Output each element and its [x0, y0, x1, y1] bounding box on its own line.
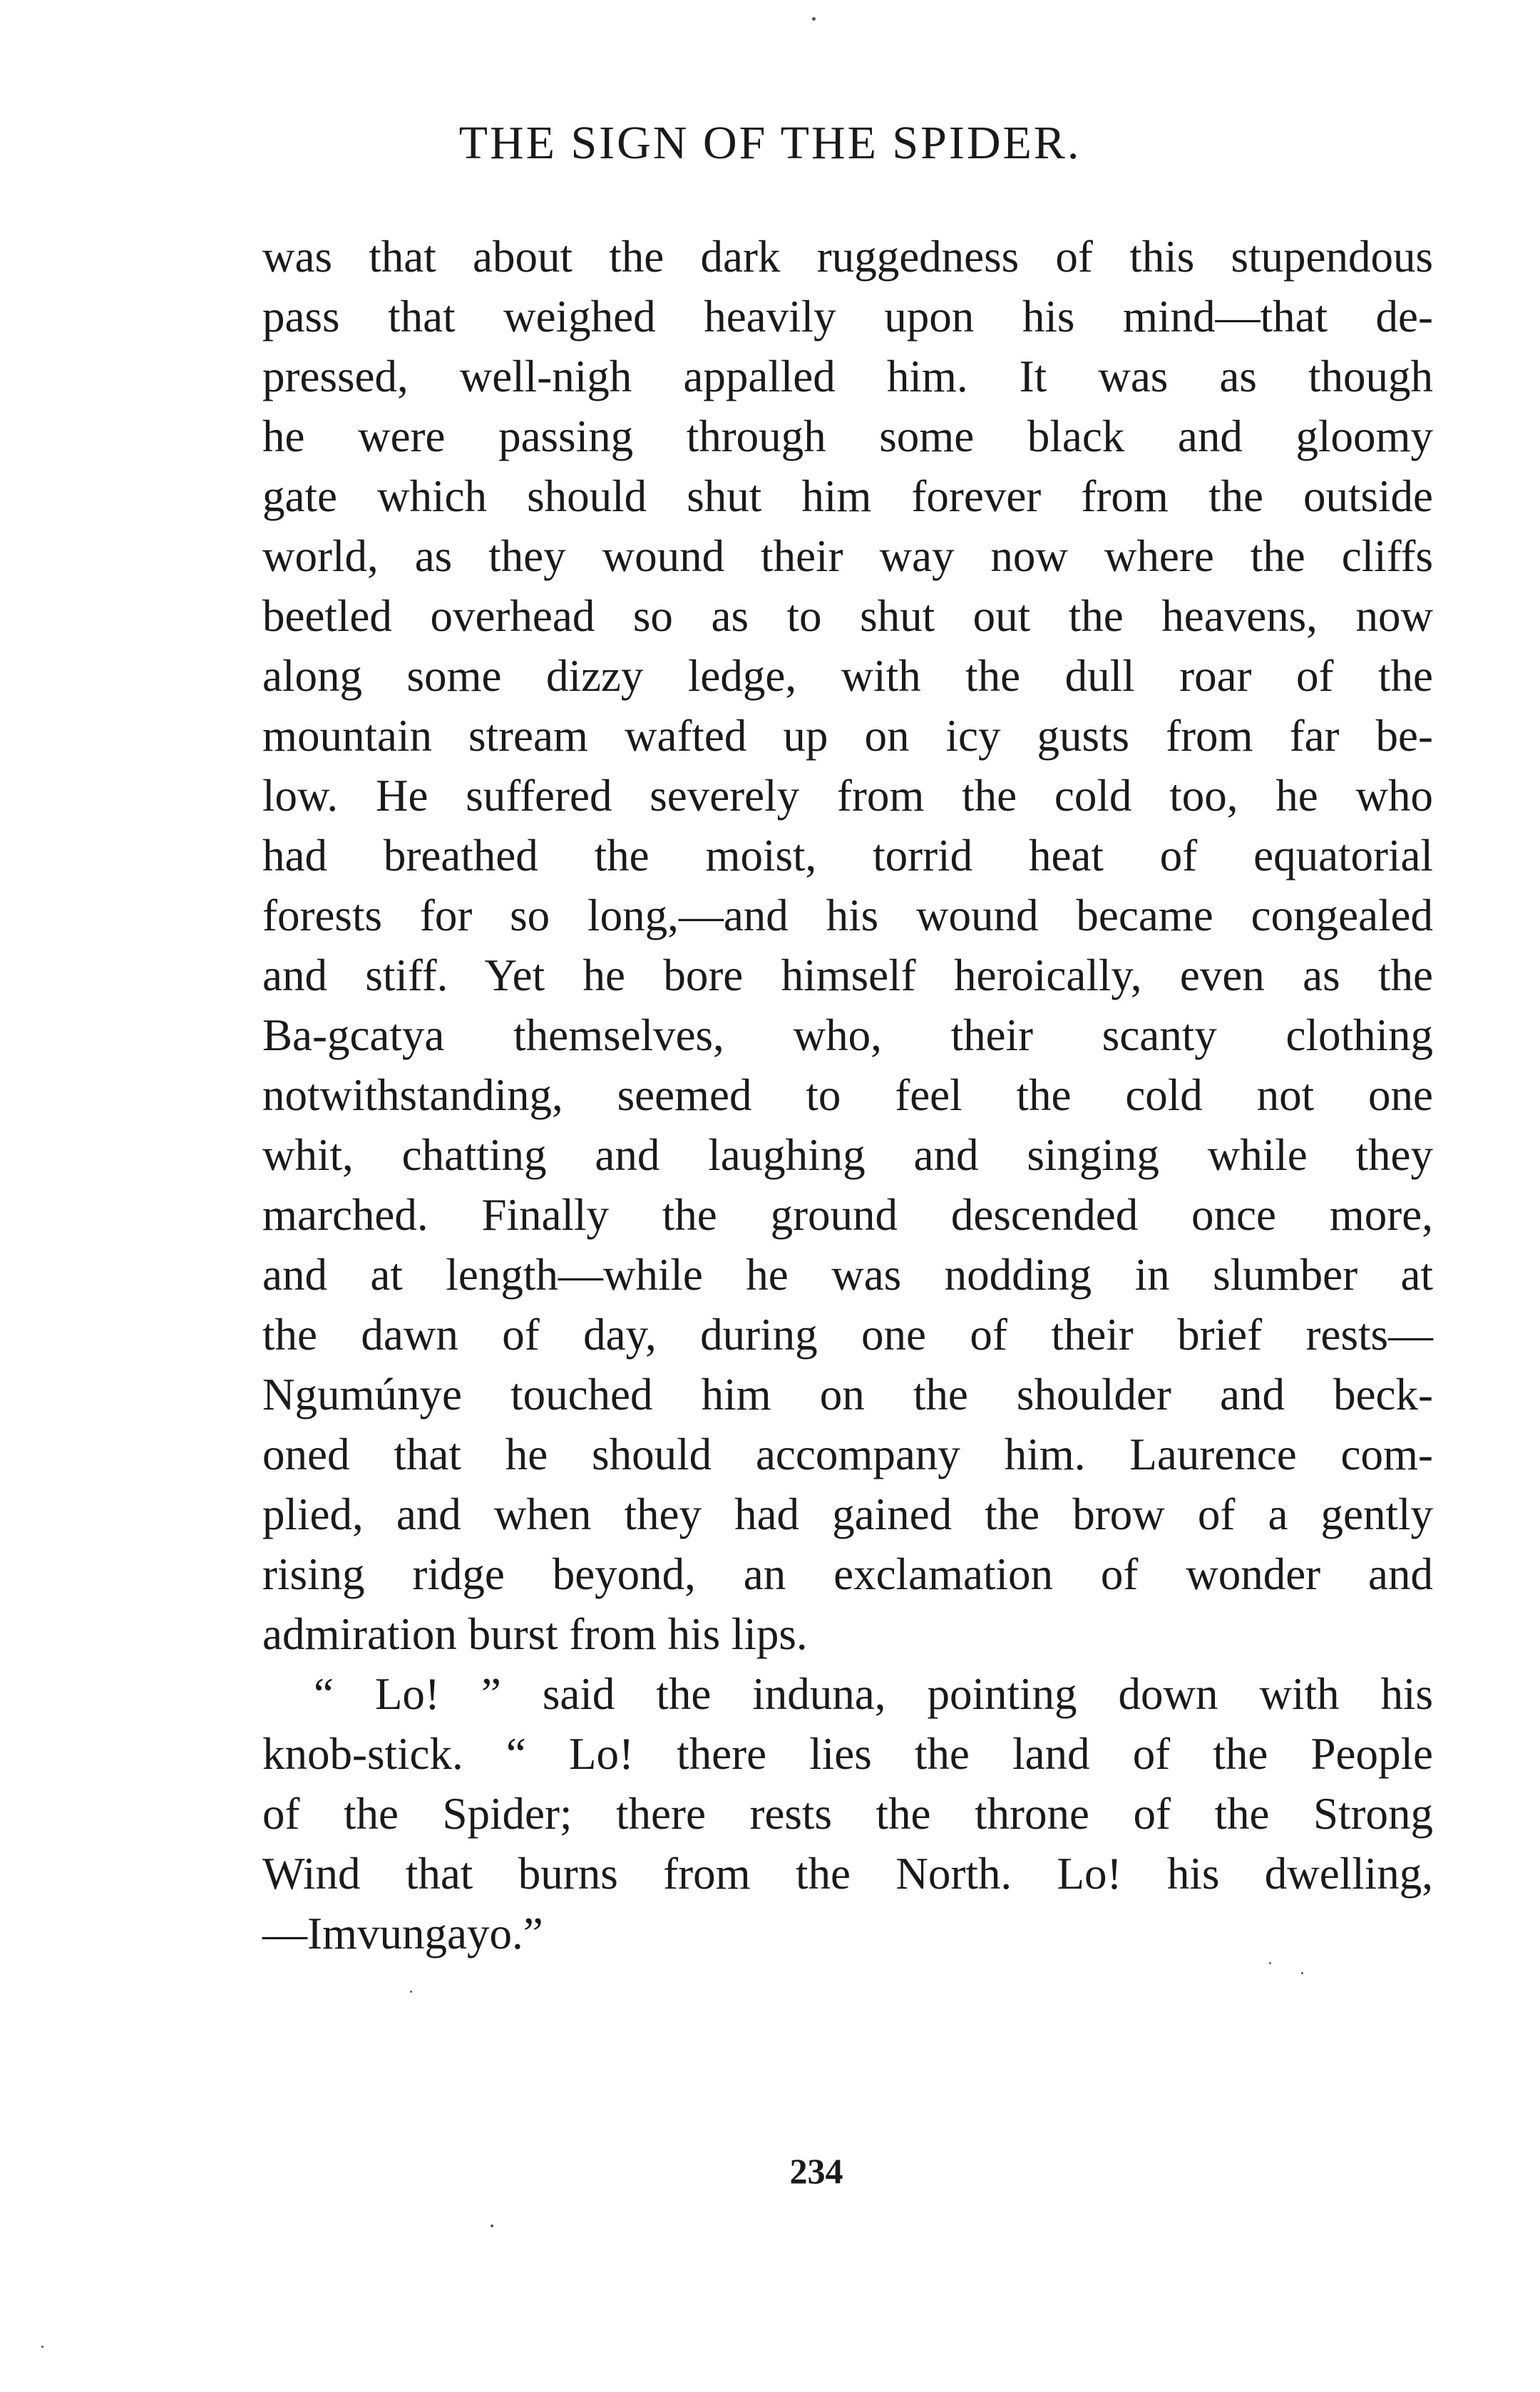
text-line: low. He suffered severely from the cold too, he who	[262, 771, 1433, 821]
text-line: he were passing through some black and gloomy	[262, 411, 1433, 461]
text-line: along some dizzy ledge, with the dull roar of the	[262, 651, 1433, 701]
text-line: had breathed the moist, torrid heat of equatorial	[262, 831, 1433, 881]
text-line: oned that he should accompany him. Laurence com-	[262, 1429, 1433, 1479]
text-line: notwithstanding, seemed to feel the cold not one	[262, 1070, 1433, 1120]
paper-speck	[1269, 1962, 1271, 1964]
running-head: THE SIGN OF THE SPIDER.	[458, 117, 1082, 169]
text-line: —Imvungayo.”	[262, 1909, 543, 1959]
text-line: mountain stream wafted up on icy gusts from far be-	[262, 711, 1433, 761]
text-line: and stiff. Yet he bore himself heroically, even as the	[262, 950, 1433, 1000]
text-line: Ngumúnye touched him on the shoulder and beck-	[262, 1370, 1433, 1420]
text-line: gate which should shut him forever from the outside	[262, 471, 1433, 521]
text-line: Ba-gcatya themselves, who, their scanty clothing	[262, 1010, 1433, 1060]
text-line: admiration burst from his lips.	[262, 1609, 808, 1659]
paper-speck	[491, 2224, 493, 2227]
text-line: pressed, well-nigh appalled him. It was as though	[262, 351, 1433, 401]
text-line: knob-stick. “ Lo! there lies the land of the People	[262, 1729, 1433, 1779]
text-line: beetled overhead so as to shut out the heavens, now	[262, 591, 1433, 641]
text-line: Wind that burns from the North. Lo! his dwelling,	[262, 1849, 1433, 1899]
body-text	[262, 227, 1433, 1964]
text-line: of the Spider; there rests the throne of the Strong	[262, 1789, 1433, 1839]
text-line: marched. Finally the ground descended once more,	[262, 1190, 1433, 1240]
text-line: whit, chatting and laughing and singing while they	[262, 1130, 1433, 1180]
text-line: forests for so long,—and his wound became congealed	[262, 890, 1433, 940]
text-line: and at length—while he was nodding in slumber at	[262, 1250, 1433, 1300]
paper-speck	[812, 17, 816, 21]
text-line: world, as they wound their way now where the cliffs	[262, 531, 1433, 581]
text-line: “ Lo! ” said the induna, pointing down with his	[314, 1669, 1433, 1719]
text-line: plied, and when they had gained the brow of a gently	[262, 1489, 1433, 1539]
paper-speck	[41, 2346, 43, 2348]
paper-speck	[410, 1991, 412, 1993]
paper-speck	[1301, 1972, 1303, 1974]
text-line: rising ridge beyond, an exclamation of wonder and	[262, 1549, 1433, 1599]
text-line: the dawn of day, during one of their brief rests—	[262, 1310, 1433, 1360]
page-number: 234	[789, 2151, 843, 2191]
text-line: was that about the dark ruggedness of this stupendous	[262, 232, 1433, 282]
text-line: pass that weighed heavily upon his mind—that de-	[262, 292, 1433, 342]
